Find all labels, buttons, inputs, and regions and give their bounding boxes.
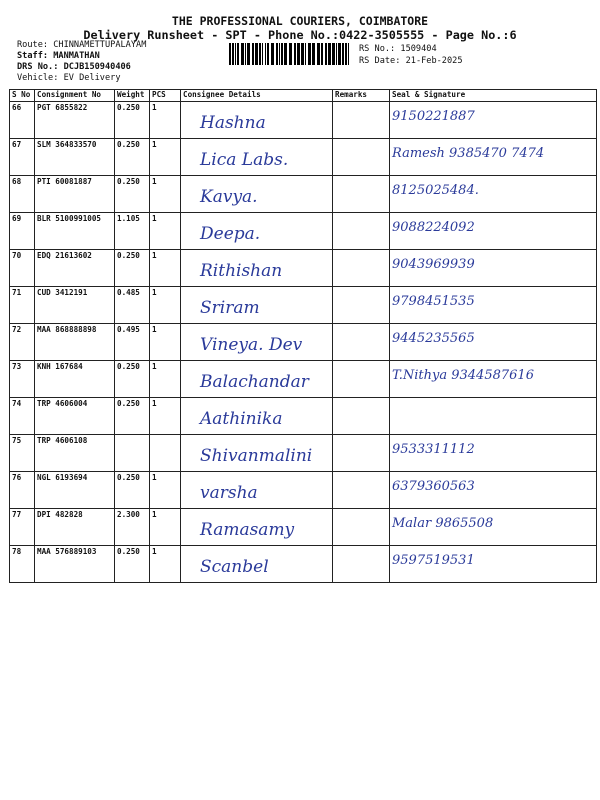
consignment-cell: NGL 6193694 (35, 472, 115, 509)
consignment-cell: BLR 5100991005 (35, 213, 115, 250)
remarks-cell (333, 250, 390, 287)
sno-cell: 78 (10, 546, 35, 583)
consignee-signature: Deepa. (200, 224, 261, 244)
barcode-bar (279, 43, 280, 65)
table-row (10, 324, 597, 361)
table-row (10, 398, 597, 435)
weight-cell: 0.250 (115, 546, 150, 583)
consignment-cell: PTI 60081887 (35, 176, 115, 213)
staff-value: MANMATHAN (53, 51, 100, 61)
barcode-bar (247, 43, 250, 65)
barcode-bar (235, 43, 236, 65)
vehicle-line: Vehicle: EV Delivery (17, 73, 121, 83)
weight-cell: 0.250 (115, 361, 150, 398)
pcs-cell: 1 (150, 324, 181, 361)
barcode-bar (229, 43, 231, 65)
sno-cell: 73 (10, 361, 35, 398)
runsheet-title: Delivery Runsheet - SPT - Phone No.:0422-3505555 - Page No.:6 (83, 28, 517, 42)
seal-signature: 9150221887 (392, 109, 475, 124)
col-seal-header: Seal & Signature (390, 90, 597, 102)
consignment-cell: CUD 3412191 (35, 287, 115, 324)
barcode-bar (276, 43, 278, 65)
seal-signature: 9533311112 (392, 442, 475, 457)
table-header-row (10, 90, 597, 102)
route-line: Route: CHINNAMETTUPALAYAM (17, 40, 147, 50)
barcode-bar (312, 43, 315, 65)
barcode-bar (245, 43, 246, 65)
sno-cell: 76 (10, 472, 35, 509)
remarks-cell (333, 361, 390, 398)
pcs-cell: 1 (150, 287, 181, 324)
consignment-cell: EDQ 21613602 (35, 250, 115, 287)
rs-no-line: RS No.: 1509404 (359, 44, 437, 54)
barcode-bar (237, 43, 239, 65)
seal-signature: 6379360563 (392, 479, 475, 494)
seal-cell (390, 398, 597, 435)
remarks-cell (333, 213, 390, 250)
seal-signature: 8125025484. (392, 183, 479, 198)
drs-value: DCJB150940406 (63, 62, 131, 72)
consignee-signature: Lica Labs. (200, 150, 289, 170)
table-row (10, 213, 597, 250)
barcode-bar (305, 43, 306, 65)
barcode-bar (321, 43, 323, 65)
pcs-cell: 1 (150, 102, 181, 139)
rs-no-value: 1509404 (400, 44, 437, 54)
col-sno-header: S No (10, 90, 35, 102)
barcode-bar (301, 43, 304, 65)
weight-cell: 2.300 (115, 509, 150, 546)
table-row (10, 546, 597, 583)
company-title: THE PROFESSIONAL COURIERS, COIMBATORE (171, 14, 429, 28)
barcode-bar (281, 43, 283, 65)
sno-cell: 77 (10, 509, 35, 546)
remarks-cell (333, 324, 390, 361)
barcode-bar (259, 43, 261, 65)
pcs-cell: 1 (150, 509, 181, 546)
consignment-cell: KNH 167684 (35, 361, 115, 398)
barcode-bar (332, 43, 335, 65)
sno-cell: 74 (10, 398, 35, 435)
table-row (10, 250, 597, 287)
weight-cell: 0.250 (115, 472, 150, 509)
seal-signature: Malar 9865508 (392, 516, 494, 531)
consignee-signature: Ramasamy (200, 520, 295, 540)
consignment-cell: MAA 576889103 (35, 546, 115, 583)
barcode-bar (241, 43, 244, 65)
barcode-bar (336, 43, 337, 65)
consignee-signature: Kavya. (200, 187, 258, 207)
barcode-bar (289, 43, 292, 65)
consignment-cell: SLM 364833570 (35, 139, 115, 176)
seal-signature: 9088224092 (392, 220, 475, 235)
pcs-cell: 1 (150, 213, 181, 250)
barcode-bar (345, 43, 347, 65)
table-row (10, 102, 597, 139)
rs-date-line: RS Date: 21-Feb-2025 (359, 56, 463, 66)
consignment-cell: TRP 4606108 (35, 435, 115, 472)
consignee-signature: Shivanmalini (200, 446, 313, 466)
sno-cell: 71 (10, 287, 35, 324)
pcs-cell: 1 (150, 139, 181, 176)
pcs-cell: 1 (150, 361, 181, 398)
consignment-cell: PGT 6855822 (35, 102, 115, 139)
pcs-cell: 1 (150, 472, 181, 509)
runsheet-table (9, 89, 597, 583)
pcs-cell: 1 (150, 546, 181, 583)
barcode-bar (265, 43, 266, 65)
col-consignee-header: Consignee Details (181, 90, 333, 102)
barcode-bar (297, 43, 300, 65)
pcs-cell: 1 (150, 176, 181, 213)
consignee-signature: Hashna (200, 113, 266, 133)
barcode-bar (232, 43, 234, 65)
remarks-cell (333, 472, 390, 509)
table-row (10, 287, 597, 324)
col-pcs-header: PCS (150, 90, 181, 102)
weight-cell: 0.250 (115, 139, 150, 176)
consignee-signature: varsha (200, 483, 258, 503)
seal-signature: 9043969939 (392, 257, 475, 272)
consignment-cell: MAA 868888898 (35, 324, 115, 361)
consignee-signature: Aathinika (200, 409, 283, 429)
weight-cell: 0.495 (115, 324, 150, 361)
staff-line: Staff: MANMATHAN (17, 51, 100, 61)
col-consignment-header: Consignment No (35, 90, 115, 102)
remarks-cell (333, 398, 390, 435)
barcode-bar (338, 43, 341, 65)
remarks-cell (333, 435, 390, 472)
consignee-signature: Sriram (200, 298, 260, 318)
barcode (229, 43, 353, 65)
consignee-signature: Scanbel (200, 557, 269, 577)
sno-cell: 70 (10, 250, 35, 287)
consignee-signature: Balachandar (200, 372, 309, 392)
sno-cell: 72 (10, 324, 35, 361)
barcode-bar (252, 43, 254, 65)
seal-signature: 9445235565 (392, 331, 475, 346)
remarks-cell (333, 102, 390, 139)
remarks-cell (333, 139, 390, 176)
barcode-bar (271, 43, 274, 65)
table-row (10, 509, 597, 546)
table-row (10, 176, 597, 213)
barcode-bar (262, 43, 263, 65)
sno-cell: 69 (10, 213, 35, 250)
barcode-bar (308, 43, 311, 65)
weight-cell: 1.105 (115, 213, 150, 250)
seal-signature: 9597519531 (392, 553, 475, 568)
barcode-bar (267, 43, 269, 65)
vehicle-value: EV Delivery (63, 73, 121, 83)
seal-signature: T.Nithya 9344587616 (392, 368, 534, 383)
sno-cell: 68 (10, 176, 35, 213)
pcs-cell: 1 (150, 250, 181, 287)
weight-cell: 0.250 (115, 398, 150, 435)
rs-date-value: 21-Feb-2025 (405, 56, 463, 66)
barcode-bar (325, 43, 327, 65)
table-row (10, 472, 597, 509)
weight-cell: 0.485 (115, 287, 150, 324)
col-weight-header: Weight (115, 90, 150, 102)
barcode-bar (348, 43, 349, 65)
barcode-bar (328, 43, 331, 65)
weight-cell: 0.250 (115, 250, 150, 287)
barcode-bar (284, 43, 287, 65)
weight-cell: 0.250 (115, 102, 150, 139)
sno-cell: 66 (10, 102, 35, 139)
barcode-bar (317, 43, 320, 65)
barcode-bar (342, 43, 344, 65)
consignment-cell: TRP 4606004 (35, 398, 115, 435)
weight-cell: 0.250 (115, 176, 150, 213)
weight-cell (115, 435, 150, 472)
pcs-cell: 1 (150, 398, 181, 435)
barcode-bar (255, 43, 258, 65)
seal-signature: Ramesh 9385470 7474 (392, 146, 545, 161)
pcs-cell (150, 435, 181, 472)
remarks-cell (333, 176, 390, 213)
remarks-cell (333, 287, 390, 324)
remarks-cell (333, 546, 390, 583)
sno-cell: 75 (10, 435, 35, 472)
col-remarks-header: Remarks (333, 90, 390, 102)
drs-line: DRS No.: DCJB150940406 (17, 62, 131, 72)
consignment-cell: DPI 482828 (35, 509, 115, 546)
sno-cell: 67 (10, 139, 35, 176)
consignee-signature: Rithishan (200, 261, 283, 281)
route-value: CHINNAMETTUPALAYAM (53, 40, 147, 50)
seal-signature: 9798451535 (392, 294, 475, 309)
consignee-signature: Vineya. Dev (200, 335, 303, 355)
remarks-cell (333, 509, 390, 546)
barcode-bar (294, 43, 296, 65)
